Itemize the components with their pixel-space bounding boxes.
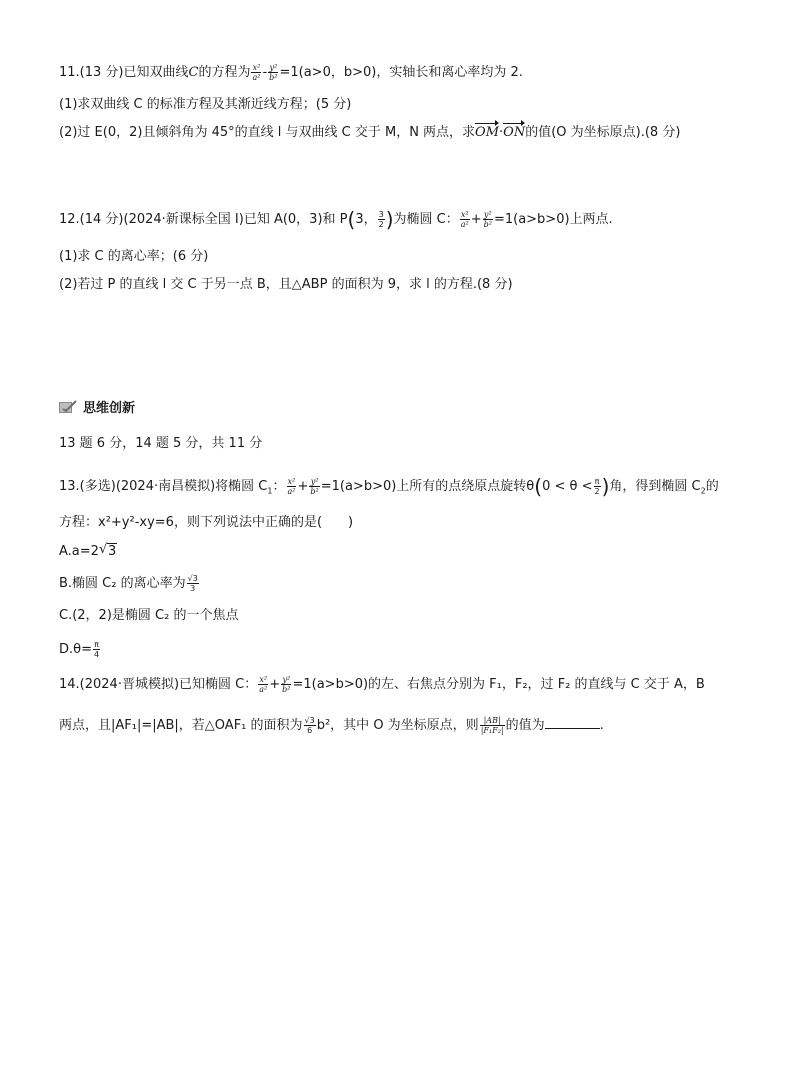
q13-paren-left: ( <box>534 474 543 499</box>
q11-tail: =1(a>0，b>0)，实轴长和离心率均为 2. <box>279 65 523 80</box>
q11-frac-x-den: a² <box>252 73 261 82</box>
q12-frac-x-num: x² <box>460 210 469 219</box>
q13-frac-x <box>287 477 297 496</box>
q13-frac-x-den: a² <box>287 487 296 496</box>
q14-line2-c: 的值为 <box>505 718 545 733</box>
q12-part2-text: (2)若过 P 的直线 l 交 C 于另一点 B，且△ABP 的面积为 9，求 l 的方程.(8 分) <box>59 277 513 292</box>
q14-line2-b: b²，其中 O 为坐标原点，则 <box>316 718 479 733</box>
q12-frac-x-den: a² <box>460 220 469 229</box>
q14-plus: + <box>269 677 281 692</box>
q11-minus: - <box>262 65 268 80</box>
section-scores-text: 13 题 6 分，14 题 5 分，共 11 分 <box>59 436 263 451</box>
q12-frac-y-num: y² <box>483 210 492 219</box>
q14-frac-area <box>304 716 316 735</box>
q11-part2-a: (2)过 E(0，2)且倾斜角为 45°的直线 l 与双曲线 C 交于 M，N 两点，求 <box>59 125 476 140</box>
q13-frac-y-den: b² <box>310 487 319 496</box>
q13-paren-right: ) <box>601 474 610 499</box>
q14-frac-ratio <box>480 716 505 735</box>
q12-plus: + <box>470 212 482 227</box>
q11-vector-on: ON <box>503 125 526 140</box>
q14-lead: 14.(2024·晋城模拟)已知椭圆 C： <box>59 677 258 692</box>
q13-option-d-num: π <box>94 640 99 649</box>
q13-line2-text: 方程：x²+y²-xy=6，则下列说法中正确的是( ) <box>59 515 354 530</box>
q13-lead: 13.(多选)(2024·南昌模拟)将椭圆 C <box>59 479 268 494</box>
q11-part1 <box>59 96 351 114</box>
section-title: 思维创新 <box>83 401 136 416</box>
section-header <box>59 397 135 416</box>
q12-part1 <box>59 248 208 266</box>
q13-tail2: 的 <box>705 479 719 494</box>
q12-frac-num: 3 <box>378 210 384 219</box>
q12-lead: 12.(14 分)(2024·新课标全国 Ⅰ)已知 A(0，3)和 P <box>59 212 348 227</box>
q11-eq-text: 的方程为 <box>198 65 251 80</box>
q12-tail: =1(a>b>0)上两点. <box>493 212 613 227</box>
q12-part1-text: (1)求 C 的离心率；(6 分) <box>59 249 209 264</box>
q13-frac-y <box>309 477 319 496</box>
q11-part2 <box>59 124 680 142</box>
q14-frac-x-den: a² <box>259 685 268 694</box>
q11-frac-y-den: b² <box>269 73 278 82</box>
q13-option-c-text: C.(2，2)是椭圆 C₂ 的一个焦点 <box>59 608 239 623</box>
q13-frac-x-num: x² <box>287 477 296 486</box>
q11-c: C <box>188 65 199 80</box>
q13-option-b-den: 3 <box>190 584 196 593</box>
q13-option-a-radicand: 3 <box>107 544 117 559</box>
q14-answer-blank[interactable] <box>545 716 600 729</box>
q14-frac-y <box>281 675 291 694</box>
q13-colon: ： <box>272 479 286 494</box>
q11-dot: · <box>499 125 504 140</box>
q14-frac-x-num: x² <box>259 675 268 684</box>
q13-frac-pi2 <box>594 477 601 496</box>
q12-frac-y-den: b² <box>483 220 492 229</box>
q14-frac-ratio-num: |AB| <box>480 716 505 726</box>
q11-frac-y-num: y² <box>269 63 278 72</box>
q13-option-a-sqrt: √ 3 <box>98 542 117 559</box>
q14-frac-x <box>258 675 268 694</box>
q13-option-d-text: D.θ= <box>59 642 92 657</box>
q13-frac-two: 2 <box>594 487 600 496</box>
q13-option-b-frac <box>187 574 199 593</box>
q12-line1 <box>59 207 613 232</box>
q14-tail: =1(a>b>0)的左、右焦点分别为 F₁，F₂，过 F₂ 的直线与 C 交于 A，B <box>292 677 705 692</box>
q12-frac-y <box>483 210 493 229</box>
q12-frac-den: 2 <box>378 220 384 229</box>
q13-option-a-text: A.a=2 <box>59 544 99 559</box>
q13-sub1: 1 <box>267 486 273 496</box>
q13-tail: 角，得到椭圆 C <box>609 479 701 494</box>
q11-vector-om: OM <box>475 125 500 140</box>
q14-frac-y-den: b² <box>282 685 291 694</box>
q12-paren-right: ) <box>385 207 394 232</box>
q12-mid: 为椭圆 C： <box>393 212 459 227</box>
q13-frac-pi: π <box>594 477 600 486</box>
q13-mid: =1(a>b>0)上所有的点绕原点旋转θ <box>320 479 535 494</box>
q13-line2 <box>59 514 353 532</box>
q11-part1-text: (1)求双曲线 C 的标准方程及其渐近线方程；(5 分) <box>59 97 352 112</box>
q13-option-b-num: √3 <box>187 574 198 583</box>
q14-frac-ratio-den: |F₁F₂| <box>480 726 504 735</box>
pencil-note-icon <box>59 400 77 414</box>
q13-option-d-den: 4 <box>94 650 100 659</box>
q13-sub2: 2 <box>700 486 706 496</box>
q13-option-a <box>59 543 117 561</box>
q13-frac-y-num: y² <box>310 477 319 486</box>
q14-line1 <box>59 675 705 694</box>
q13-line1 <box>59 474 719 499</box>
q11-frac-x-num: x² <box>252 63 261 72</box>
q11-frac-x <box>251 63 261 82</box>
q13-option-c <box>59 607 238 625</box>
q12-part2 <box>59 276 513 294</box>
q14-frac-y-num: y² <box>282 675 291 684</box>
q12-p-args: 3， <box>355 212 377 227</box>
q13-option-b-text: B.椭圆 C₂ 的离心率为 <box>59 576 186 591</box>
q13-option-d-frac <box>93 640 100 659</box>
q14-frac-area-num: √3 <box>304 716 315 725</box>
section-scores <box>59 435 262 453</box>
q13-range: 0 < θ < <box>542 479 593 494</box>
q13-option-d <box>59 640 101 659</box>
q11-lead: 11.(13 分)已知双曲线 <box>59 65 189 80</box>
q12-frac-x <box>460 210 470 229</box>
q12-frac-3-2 <box>378 210 385 229</box>
q13-plus: + <box>297 479 309 494</box>
q14-line2 <box>59 716 604 735</box>
q14-frac-area-den: 6 <box>307 726 313 735</box>
q14-end: . <box>599 718 604 733</box>
q11-part2-b: 的值(O 为坐标原点).(8 分) <box>525 125 681 140</box>
q13-option-b <box>59 574 200 593</box>
q14-line2-a: 两点，且|AF₁|=|AB|，若△OAF₁ 的面积为 <box>59 718 303 733</box>
q11-line1 <box>59 63 523 82</box>
q12-paren-left: ( <box>347 207 356 232</box>
q11-frac-y <box>268 63 278 82</box>
